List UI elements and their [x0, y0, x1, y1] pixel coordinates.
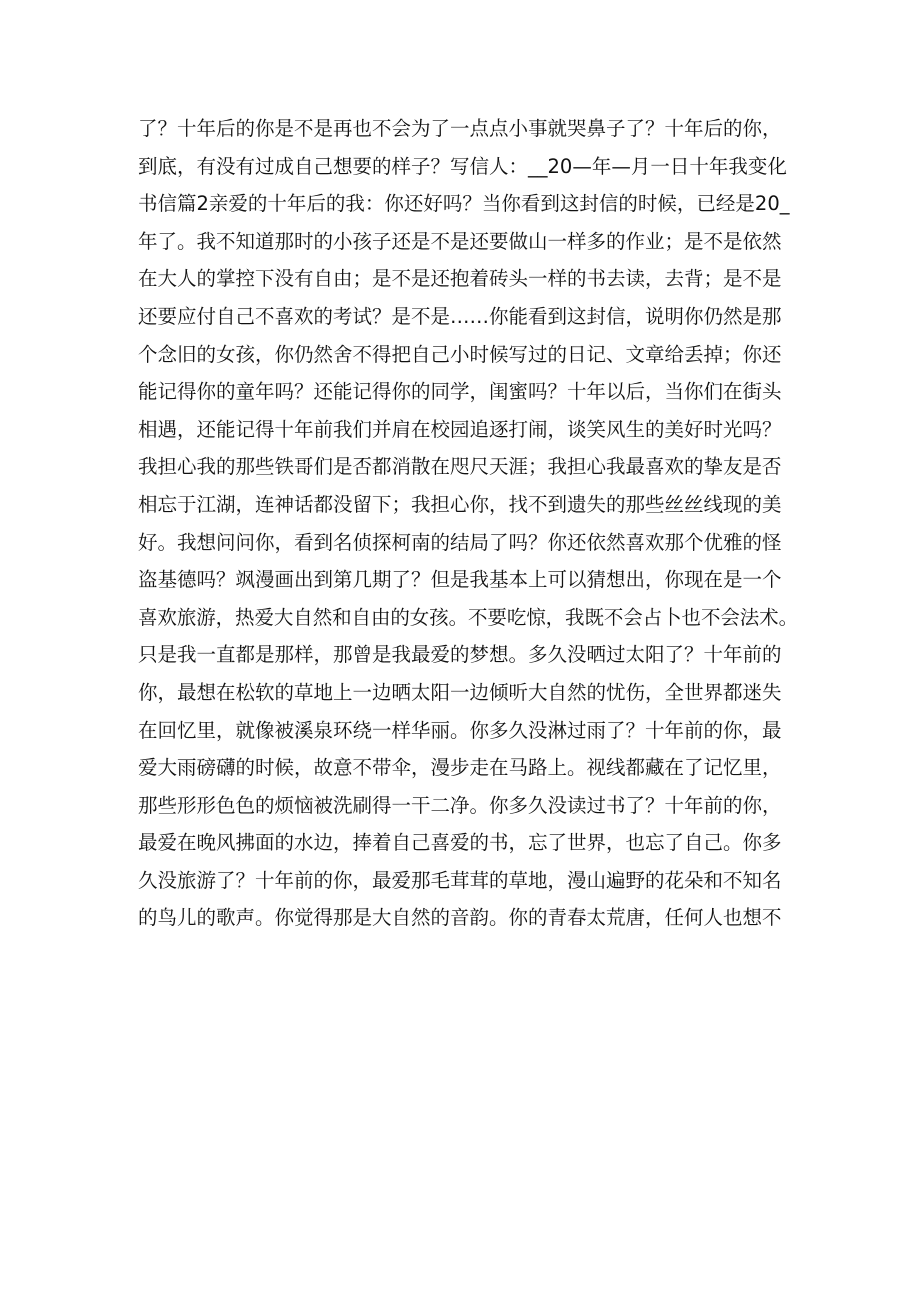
- text-line: 在大人的掌控下没有自由；是不是还抱着砖头一样的书去读，去背；是不是: [138, 267, 782, 291]
- letter-body-text: [138, 110, 798, 937]
- text-line: 好。我想问问你，看到名侦探柯南的结局了吗？你还依然喜欢那个优雅的怪: [138, 530, 782, 554]
- text-line: 最爱在晚风拂面的水边，捧着自己喜爱的书，忘了世界，也忘了自己。你多: [138, 831, 782, 855]
- text-line: 你，最想在松软的草地上一边晒太阳一边倾听大自然的忧伤，全世界都迷失: [138, 680, 782, 704]
- text-line: 的鸟儿的歌声。你觉得那是大自然的音韵。你的青春太荒唐，任何人也想不: [138, 906, 782, 930]
- text-line: 还要应付自己不喜欢的考试？是不是……你能看到这封信，说明你仍然是那: [138, 304, 782, 328]
- text-line: 在回忆里，就像被溪泉环绕一样华丽。你多久没淋过雨了？十年前的你，最: [138, 718, 782, 742]
- text-line: 书信篇2亲爱的十年后的我：你还好吗？当你看到这封信的时候，已经是20_: [138, 192, 790, 216]
- text-line: 到底，有没有过成自己想要的样子？写信人：__20—年—月一日十年我变化: [138, 154, 787, 178]
- text-line: 能记得你的童年吗？还能记得你的同学，闺蜜吗？十年以后，当你们在街头: [138, 380, 782, 404]
- text-line: 了？十年后的你是不是再也不会为了一点点小事就哭鼻子了？十年后的你，: [138, 117, 782, 140]
- text-line: 我担心我的那些铁哥们是否都消散在咫尺天涯；我担心我最喜欢的挚友是否: [138, 455, 782, 479]
- text-line: 只是我一直都是那样，那曾是我最爱的梦想。多久没晒过太阳了？十年前的: [138, 643, 782, 667]
- text-line: 相忘于江湖，连神话都没留下；我担心你，找不到遗失的那些丝丝线现的美: [138, 492, 782, 516]
- text-line: 个念旧的女孩，你仍然舍不得把自己小时候写过的日记、文章给丢掉；你还: [138, 342, 782, 366]
- text-line: 喜欢旅游，热爱大自然和自由的女孩。不要吃惊，我既不会占卜也不会法术。: [138, 605, 799, 629]
- text-line: 相遇，还能记得十年前我们并肩在校园追逐打闹，谈笑风生的美好时光吗？: [138, 417, 782, 441]
- text-line: 年了。我不知道那时的小孩子还是不是还要做山一样多的作业；是不是依然: [138, 229, 782, 253]
- text-line: 久没旅游了？十年前的你，最爱那毛茸茸的草地，漫山遍野的花朵和不知名: [138, 868, 782, 892]
- text-line: 盗基德吗？飒漫画出到第几期了？但是我基本上可以猜想出，你现在是一个: [138, 568, 782, 592]
- text-line: 那些形形色色的烦恼被洗刷得一干二净。你多久没读过书了？十年前的你，: [138, 793, 782, 817]
- text-line: 爱大雨磅礴的时候，故意不带伞，漫步走在马路上。视线都藏在了记忆里，: [138, 756, 782, 780]
